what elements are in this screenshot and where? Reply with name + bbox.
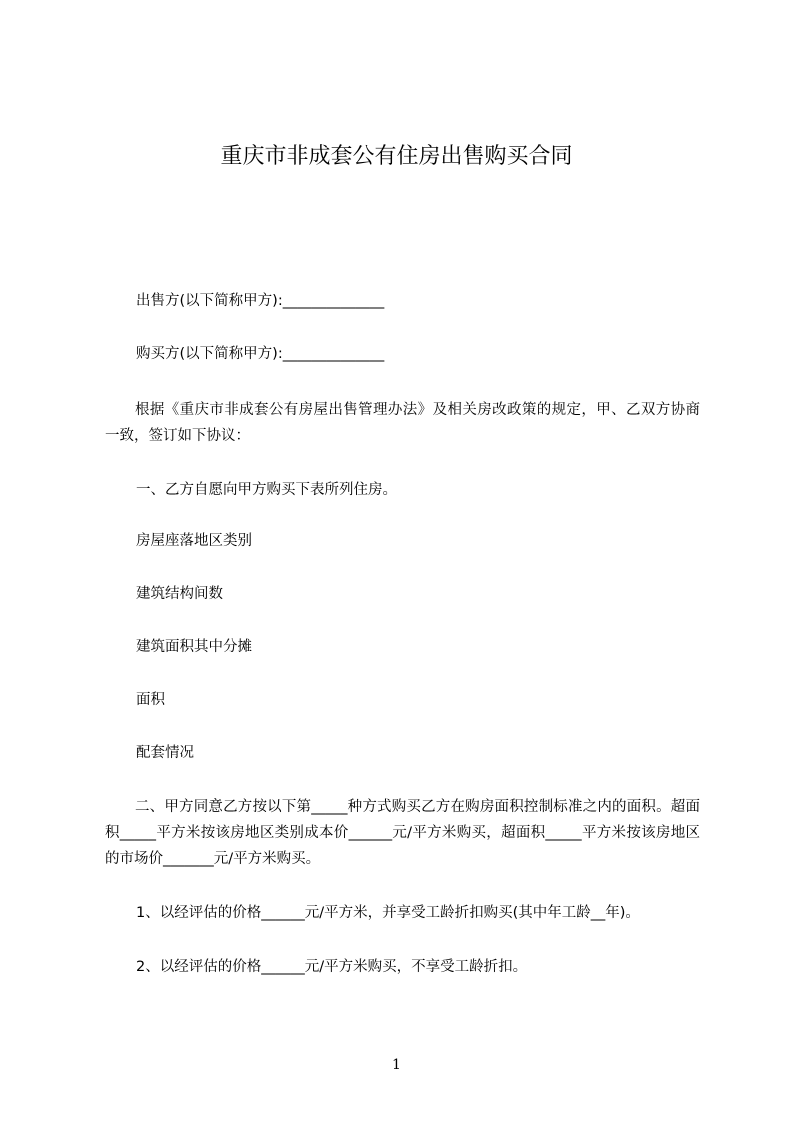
intro-paragraph: 根据《重庆市非成套公有房屋出售管理办法》及相关房改政策的规定，甲、乙双方协商一致，签订如下协议： <box>105 402 700 444</box>
table-row-area: 建筑面积其中分摊 <box>136 639 252 655</box>
payment-option-2: 2、以经评估的价格______元/平方米购买，不享受工龄折扣。 <box>136 959 528 975</box>
table-row-structure: 建筑结构间数 <box>136 586 223 602</box>
buyer-line: 购买方(以下简称甲方):______________ <box>136 346 385 362</box>
document-title: 重庆市非成套公有住房出售购买合同 <box>220 144 573 169</box>
table-row-area-2: 面积 <box>136 692 165 708</box>
payment-option-1: 1、以经评估的价格______元/平方米，并享受工龄折扣购买(其中年工龄__年)。 <box>136 905 640 921</box>
clause-1: 一、乙方自愿向甲方购买下表所列住房。 <box>136 482 397 498</box>
table-row-facilities: 配套情况 <box>136 745 194 761</box>
clause-2: 二、甲方同意乙方按以下第_____种方式购买乙方在购房面积控制标准之内的面积。超面积_____平方米按该房地区类别成本价______元/平方米购买，超面积_____平方米按该房地区的市场价_______元/平方米购买。 <box>105 799 700 867</box>
page-number: 1 <box>392 1057 401 1073</box>
table-row-location: 房屋座落地区类别 <box>136 533 252 549</box>
seller-line: 出售方(以下简称甲方):______________ <box>136 293 385 309</box>
